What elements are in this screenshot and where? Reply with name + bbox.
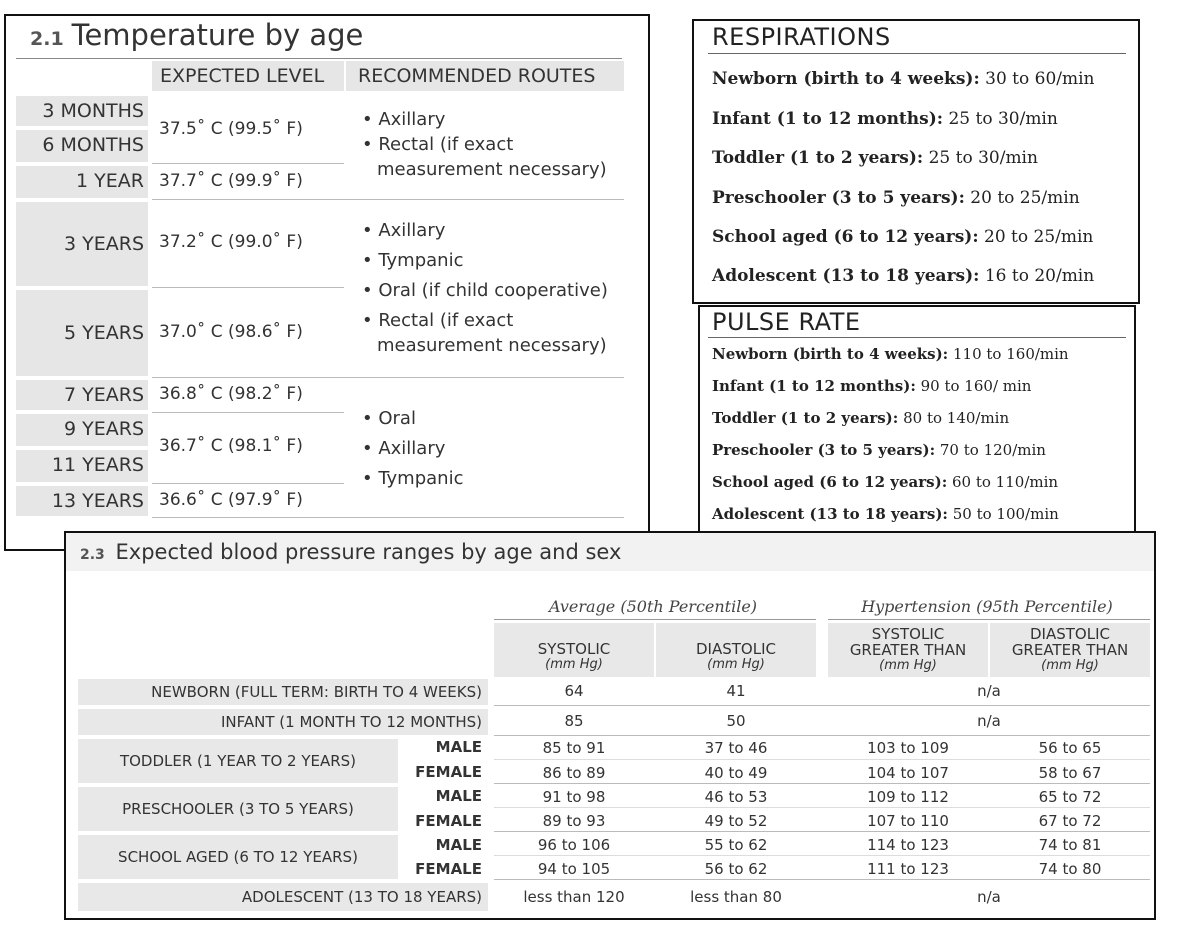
section-number: 2.3 [80,547,105,563]
infant-systolic: 85 [564,712,584,730]
divider [152,199,624,200]
age-3-months: 3 MONTHS [16,96,148,126]
preschooler-male-dia: 46 to 53 [704,788,768,806]
row-label: Preschooler (3 to 5 years): [712,441,936,459]
school-male-sys: 96 to 106 [537,836,611,854]
divider [152,377,624,378]
routes-toddler [362,218,608,358]
section-title: Expected blood pressure ranges by age and sex [115,540,622,564]
toddler-female-sys: 86 to 89 [542,764,606,782]
row-label: Infant (1 to 12 months): [712,109,944,129]
respirations-title: RESPIRATIONS [712,23,891,51]
preschooler-female-sys: 89 to 93 [542,812,606,830]
divider [828,619,1150,620]
age-7-years: 7 YEARS [16,380,148,410]
section-title: Temperature by age [71,18,364,52]
level-3-6-months: 37.5˚ C (99.5˚ F) [159,119,303,139]
level-5-years: 37.0˚ C (98.6˚ F) [159,322,303,342]
pulse-panel [698,305,1136,537]
route-item: • Tympanic [362,468,464,489]
divider [152,483,344,484]
toddler-female-dia: 40 to 49 [704,764,768,782]
pulse-row-infant [712,377,1031,395]
sex-female: FEMALE [415,812,482,830]
sex-male: MALE [435,836,482,854]
header-label: SYSTOLIC [871,625,945,643]
col-diastolic-gt [990,623,1150,677]
preschooler-female-sys-gt: 107 to 110 [867,812,949,830]
row-value: 110 to 160/min [948,345,1069,363]
row-school-aged: SCHOOL AGED (6 TO 12 YEARS) [78,835,398,879]
adolescent-systolic: less than 120 [523,888,625,906]
age-11-years: 11 YEARS [16,450,148,482]
resp-row-school [712,227,1093,247]
route-item: • Rectal (if exact [362,310,514,331]
pulse-row-preschooler [712,441,1046,459]
level-13-years: 36.6˚ C (97.9˚ F) [159,490,303,510]
col-header-routes: RECOMMENDED ROUTES [346,61,624,91]
age-9-years: 9 YEARS [16,414,148,446]
level-9-11-years: 36.7˚ C (98.1˚ F) [159,436,303,456]
school-male-dia-gt: 74 to 81 [1038,836,1102,854]
row-value: 20 to 25/min [978,227,1094,247]
school-male-sys-gt: 114 to 123 [867,836,949,854]
divider [152,163,344,164]
preschooler-male-dia-gt: 65 to 72 [1038,788,1102,806]
divider [16,58,622,59]
preschooler-male-sys: 91 to 98 [542,788,606,806]
blood-pressure-panel [64,531,1156,920]
divider [494,619,816,620]
header-label: GREATER THAN [849,641,967,659]
school-female-dia-gt: 74 to 80 [1038,860,1102,878]
row-value: 25 to 30/min [923,148,1038,168]
route-item: measurement necessary) [377,335,607,356]
divider [494,759,1150,760]
group-hypertension: Hypertension (95th Percentile) [861,597,1113,616]
pulse-row-toddler [712,409,1009,427]
row-label: Newborn (birth to 4 weeks): [712,69,980,89]
adolescent-hypertension: n/a [977,888,1001,906]
row-label: School aged (6 to 12 years): [712,473,948,491]
divider [494,855,1150,856]
header-unit: (mm Hg) [545,657,603,672]
row-adolescent: ADOLESCENT (13 TO 18 YEARS) [78,883,488,911]
route-item: • Tympanic [362,250,464,271]
school-male-dia: 55 to 62 [704,836,768,854]
routes-child [362,404,463,494]
pulse-row-adolescent [712,505,1059,523]
col-systolic-gt [828,623,988,677]
resp-row-infant [712,109,1058,129]
route-item: • Rectal (if exact [362,134,514,155]
sex-female: FEMALE [415,763,482,781]
toddler-male-dia: 37 to 46 [704,739,768,757]
row-value: 16 to 20/min [979,266,1095,286]
divider [152,517,624,518]
section-number: 2.1 [30,28,64,50]
age-3-years: 3 YEARS [16,202,148,286]
row-infant: INFANT (1 MONTH TO 12 MONTHS) [78,709,488,735]
row-label: Adolescent (13 to 18 years): [712,505,948,523]
group-average: Average (50th Percentile) [548,597,758,616]
level-7-years: 36.8˚ C (98.2˚ F) [159,384,303,404]
age-13-years: 13 YEARS [16,486,148,516]
divider [152,287,344,288]
sex-female: FEMALE [415,860,482,878]
resp-row-preschooler [712,188,1080,208]
route-item: • Oral (if child cooperative) [362,280,608,301]
school-female-sys: 94 to 105 [537,860,611,878]
row-label: Preschooler (3 to 5 years): [712,188,965,208]
header-label: GREATER THAN [1011,641,1129,659]
resp-row-newborn [712,69,1095,89]
preschooler-male-sys-gt: 109 to 112 [867,788,949,806]
infant-hypertension: n/a [977,712,1001,730]
row-label: School aged (6 to 12 years): [712,227,979,247]
preschooler-female-dia-gt: 67 to 72 [1038,812,1102,830]
divider [708,53,1126,54]
school-female-sys-gt: 111 to 123 [867,860,949,878]
header-label: SYSTOLIC [537,640,611,658]
col-systolic [494,623,654,677]
toddler-female-sys-gt: 104 to 107 [867,764,949,782]
route-item: • Axillary [362,220,446,241]
routes-infant [362,107,607,182]
col-diastolic [656,623,816,677]
age-6-months: 6 MONTHS [16,130,148,162]
pulse-row-newborn [712,345,1069,363]
row-value: 30 to 60/min [979,69,1095,89]
route-item: measurement necessary) [377,159,607,180]
level-3-years: 37.2˚ C (99.0˚ F) [159,232,303,252]
temperature-title [30,18,363,52]
row-label: Toddler (1 to 2 years): [712,409,899,427]
row-preschooler: PRESCHOOLER (3 TO 5 YEARS) [78,787,398,831]
route-item: • Oral [362,408,416,429]
header-unit: (mm Hg) [1041,658,1099,673]
age-5-years: 5 YEARS [16,290,148,376]
row-label: Toddler (1 to 2 years): [712,148,924,168]
row-value: 90 to 160/ min [915,377,1032,395]
header-unit: (mm Hg) [879,658,937,673]
toddler-male-dia-gt: 56 to 65 [1038,739,1102,757]
divider [152,412,344,413]
row-label: Newborn (birth to 4 weeks): [712,345,949,363]
col-header-expected: EXPECTED LEVEL [152,61,344,91]
respirations-panel [692,19,1140,304]
row-value: 60 to 110/min [947,473,1059,491]
row-label: Infant (1 to 12 months): [712,377,916,395]
header-unit: (mm Hg) [707,657,765,672]
divider [494,783,1150,784]
divider [494,807,1150,808]
sex-male: MALE [435,787,482,805]
resp-row-adolescent [712,266,1094,286]
divider [494,705,1150,706]
row-value: 80 to 140/min [898,409,1010,427]
newborn-hypertension: n/a [977,682,1001,700]
sex-male: MALE [435,738,482,756]
temperature-panel [4,14,650,551]
pulse-title: PULSE RATE [712,308,861,336]
header-label: DIASTOLIC [696,640,776,658]
row-value: 70 to 120/min [935,441,1046,459]
route-item: • Axillary [362,109,446,130]
age-1-year: 1 YEAR [16,166,148,198]
row-label: Adolescent (13 to 18 years): [712,266,980,286]
row-value: 50 to 100/min [947,505,1059,523]
toddler-male-sys: 85 to 91 [542,739,606,757]
pulse-row-school [712,473,1058,491]
header-label: DIASTOLIC [1030,625,1110,643]
resp-row-toddler [712,148,1038,168]
newborn-systolic: 64 [564,682,584,700]
level-1-year: 37.7˚ C (99.9˚ F) [159,171,303,191]
divider [708,337,1126,338]
route-item: • Axillary [362,438,446,459]
bp-title [66,533,1154,571]
divider [494,735,1150,736]
toddler-female-dia-gt: 58 to 67 [1038,764,1102,782]
infant-diastolic: 50 [726,712,746,730]
row-value: 20 to 25/min [964,188,1080,208]
newborn-diastolic: 41 [726,682,746,700]
preschooler-female-dia: 49 to 52 [704,812,768,830]
toddler-male-sys-gt: 103 to 109 [867,739,949,757]
adolescent-diastolic: less than 80 [690,888,782,906]
row-value: 25 to 30/min [943,109,1058,129]
school-female-dia: 56 to 62 [704,860,768,878]
divider [494,879,1150,880]
row-newborn: NEWBORN (FULL TERM: BIRTH TO 4 WEEKS) [78,679,488,705]
row-toddler: TODDLER (1 YEAR TO 2 YEARS) [78,739,398,783]
divider [494,831,1150,832]
